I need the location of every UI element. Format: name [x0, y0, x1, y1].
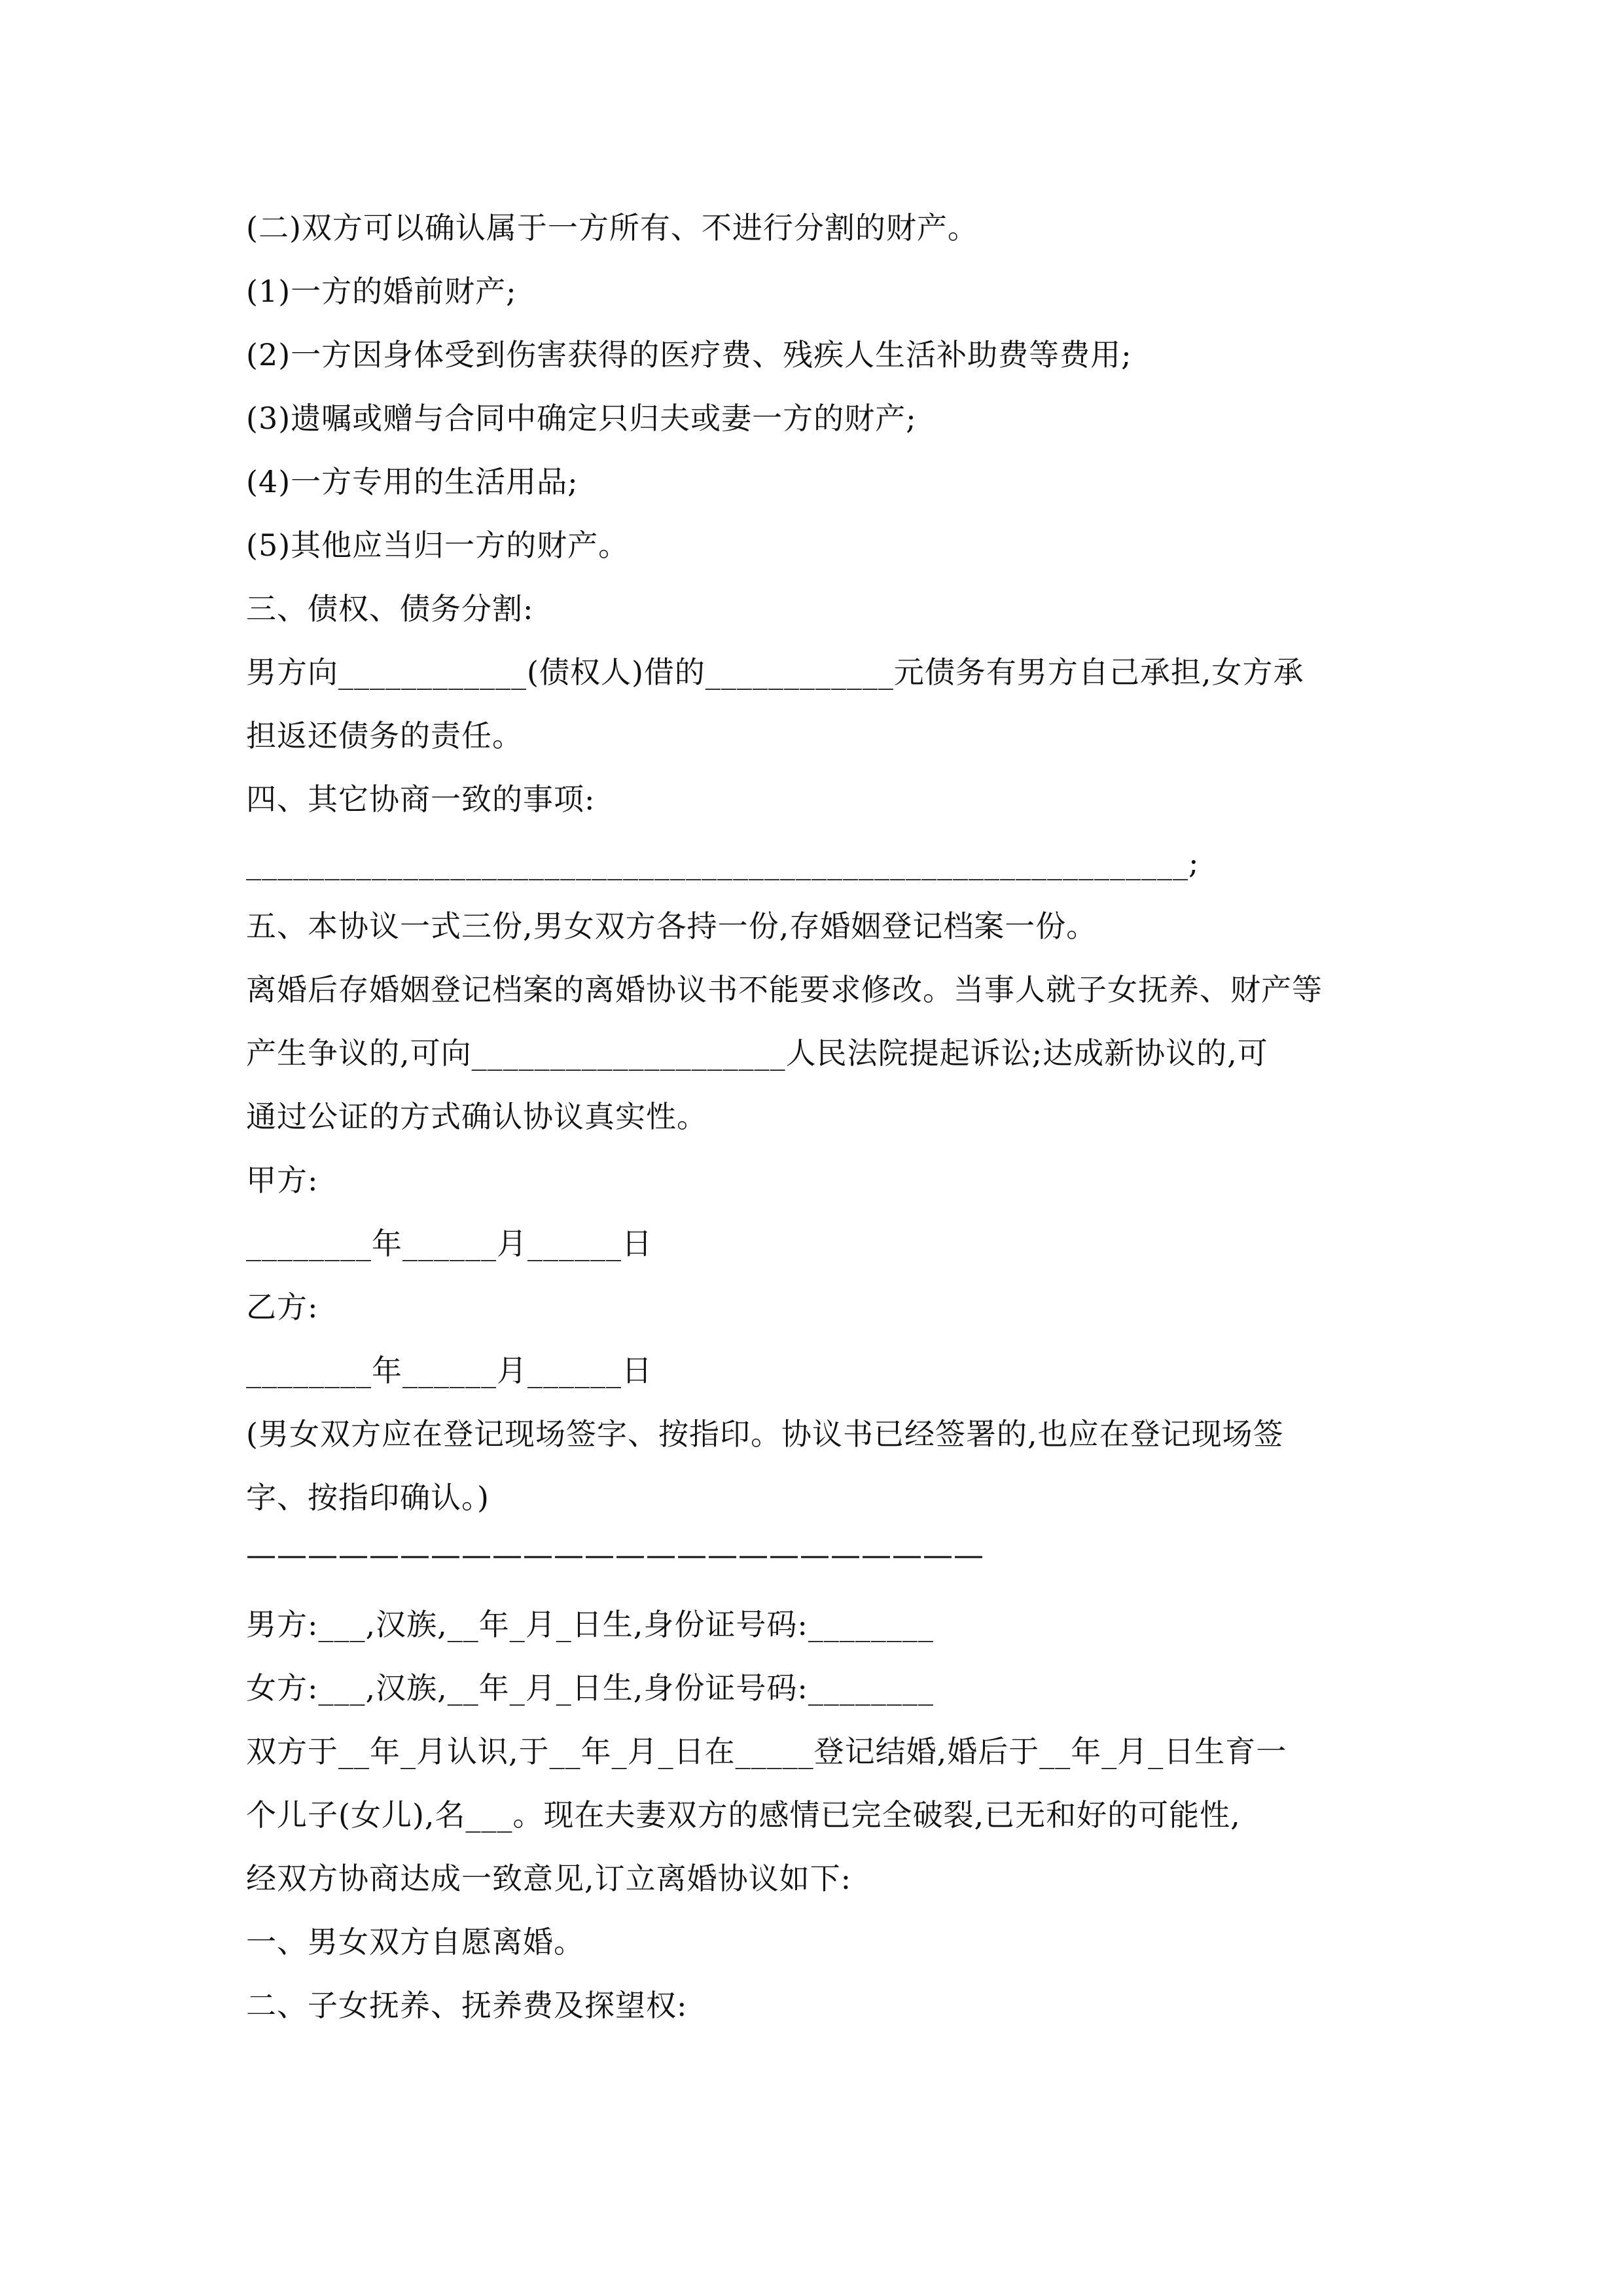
- text-line: 字、按指印确认。): [246, 1480, 490, 1515]
- text-line: 双方于__年_月认识,于__年_月_日在_____登记结婚,婚后于__年_月_日生育一: [246, 1734, 1287, 1769]
- section-heading: 二、子女抚养、抚养费及探望权:: [246, 1988, 688, 2023]
- text-line: (5)其他应当归一方的财产。: [246, 528, 630, 563]
- section-heading: 四、其它协商一致的事项:: [246, 781, 596, 817]
- female-info-line: 女方:___,汉族,__年_月_日生,身份证号码:________: [246, 1670, 934, 1706]
- fill-in-line: ____________________________________________________________;: [246, 845, 1200, 880]
- text-line: (男女双方应在登记现场签字、按指印。协议书已经签署的,也应在登记现场签: [246, 1416, 1284, 1452]
- date-line: ________年______月______日: [246, 1226, 652, 1261]
- text-line: 男方向____________(债权人)借的____________元债务有男方自己承担,女方承: [246, 655, 1304, 690]
- party-b-label: 乙方:: [246, 1289, 319, 1325]
- date-line: ________年______月______日: [246, 1353, 652, 1388]
- separator-dash-line: ————————————————————————: [246, 1537, 984, 1572]
- text-line: (4)一方专用的生活用品;: [246, 464, 579, 499]
- text-line: (3)遗嘱或赠与合同中确定只归夫或妻一方的财产;: [246, 401, 917, 436]
- party-a-label: 甲方:: [246, 1162, 319, 1198]
- text-line: 担返还债务的责任。: [246, 718, 523, 753]
- section-heading: 三、债权、债务分割:: [246, 591, 534, 626]
- text-line: 离婚后存婚姻登记档案的离婚协议书不能要求修改。当事人就子女抚养、财产等: [246, 972, 1323, 1007]
- text-line: 个儿子(女儿),名___。现在夫妻双方的感情已完全破裂,已无和好的可能性,: [246, 1797, 1241, 1833]
- section-heading: 五、本协议一式三份,男女双方各持一份,存婚姻登记档案一份。: [246, 908, 1097, 944]
- text-line: (1)一方的婚前财产;: [246, 274, 517, 309]
- male-info-line: 男方:___,汉族,__年_月_日生,身份证号码:________: [246, 1607, 934, 1642]
- text-line: (二)双方可以确认属于一方所有、不进行分割的财产。: [246, 210, 978, 245]
- text-line: 通过公证的方式确认协议真实性。: [246, 1099, 707, 1134]
- section-heading: 一、男女双方自愿离婚。: [246, 1924, 584, 1960]
- text-line: (2)一方因身体受到伤害获得的医疗费、残疾人生活补助费等费用;: [246, 337, 1132, 372]
- text-line: 经双方协商达成一致意见,订立离婚协议如下:: [246, 1861, 852, 1896]
- text-line: 产生争议的,可向____________________人民法院提起诉讼;达成新协议的,可: [246, 1035, 1268, 1071]
